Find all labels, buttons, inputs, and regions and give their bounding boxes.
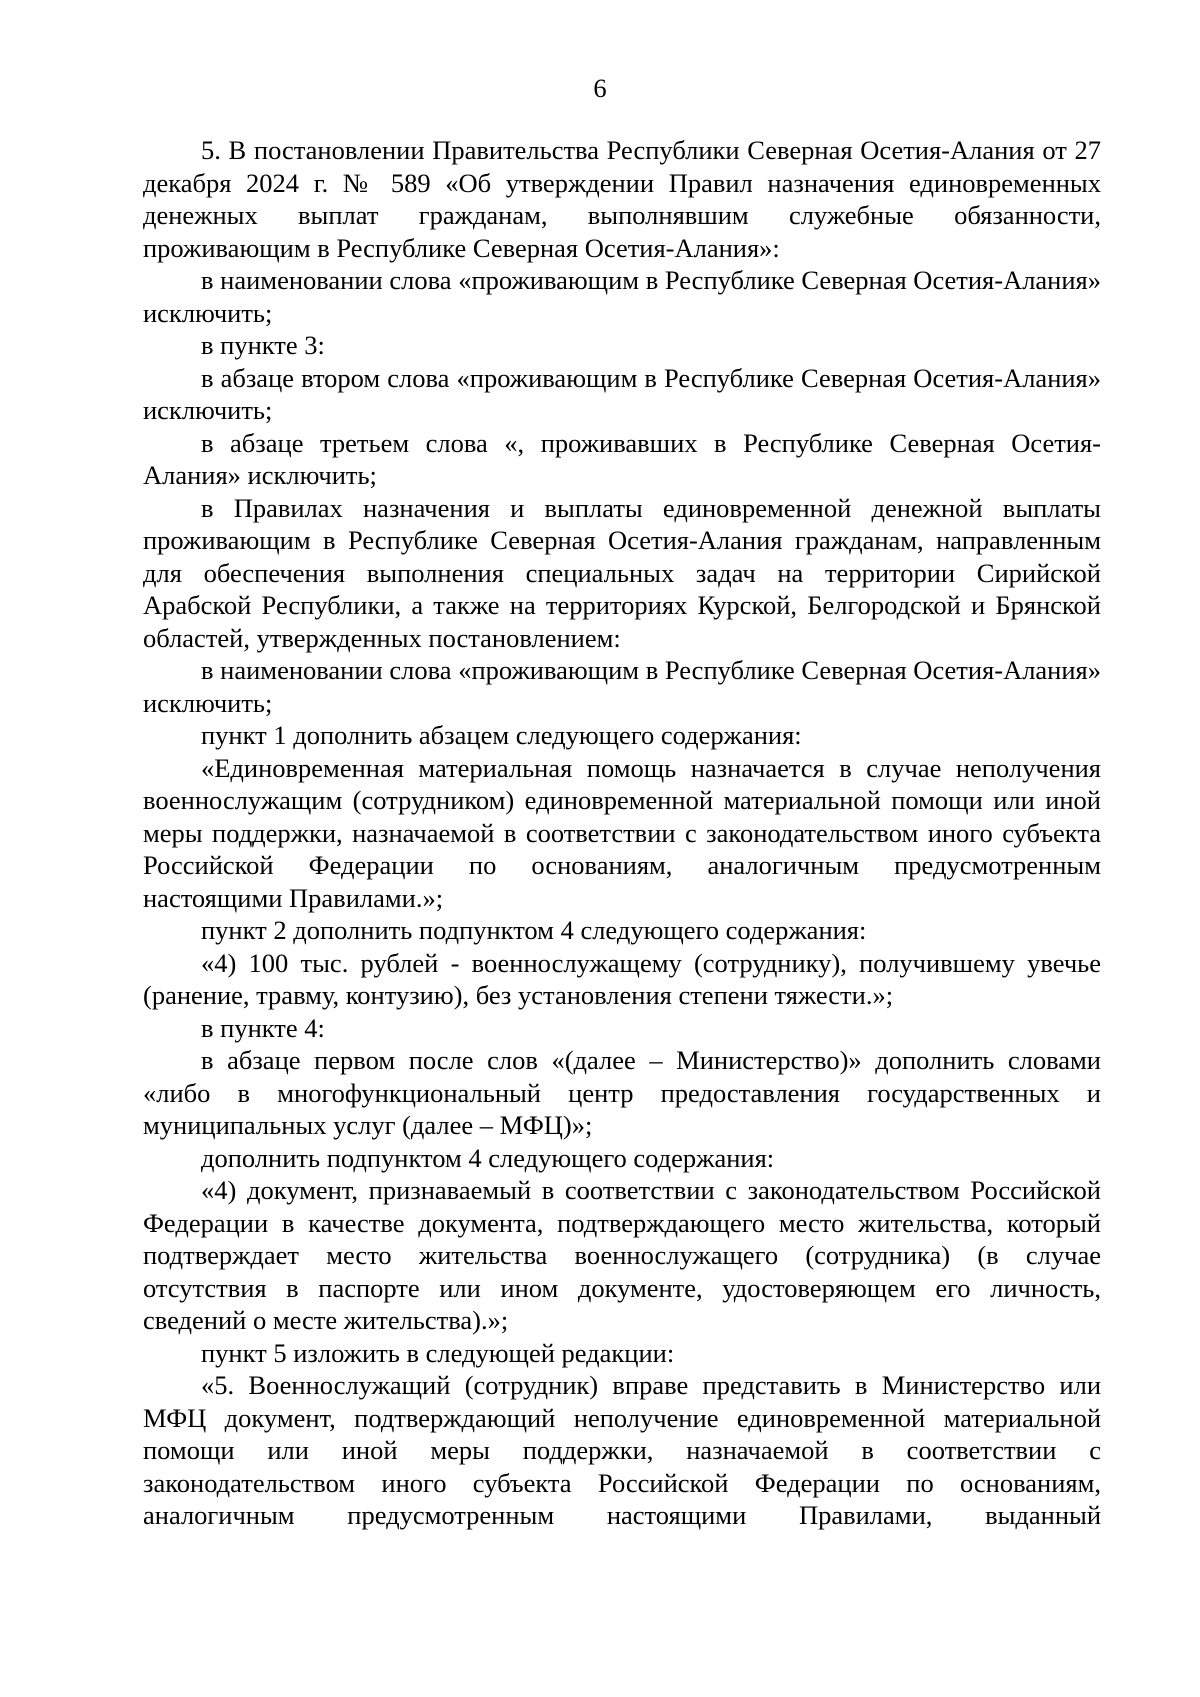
paragraph: в абзаце первом после слов «(далее – Министерство)» дополнить словами «либо в многофункциональный центр предоставления государственных и муниципальных услуг (далее – МФЦ)»; xyxy=(143,1045,1101,1140)
paragraph: в пункте 3: xyxy=(201,330,325,360)
paragraph: «4) документ, признаваемый в соответствии с законодательством Российской Федерации в качестве документа, подтверждающего место жительства, который подтверждает место жительства военнослужащего (сотрудника) (в случае отсутствия в паспорте или ином документе, удостоверяющем его личность, сведений о месте жительства).»; xyxy=(143,1175,1101,1335)
paragraph: «Единовременная материальная помощь назначается в случае неполучения военнослужащим (сотрудником) единовременной материальной помощи или иной меры поддержки, назначаемой в соответствии с законодательством иного субъекта Российской Федерации по основаниям, аналогичным предусмотренным настоящими Правилами.»; xyxy=(143,752,1101,913)
paragraph: пункт 1 дополнить абзацем следующего содержания: xyxy=(201,720,802,750)
paragraph: «4) 100 тыс. рублей - военнослужащему (сотруднику), получившему увечье (ранение, травму, контузию), без установления степени тяжести.»; xyxy=(143,947,1101,1010)
page-number: 6 xyxy=(593,73,607,103)
paragraph: в наименовании слова «проживающим в Республике Северная Осетия-Алания» исключить; xyxy=(143,655,1101,718)
paragraph: в пункте 4: xyxy=(201,1012,325,1043)
paragraph: в Правилах назначения и выплаты единовременной денежной выплаты проживающим в Республике Северная Осетия-Алания гражданам, направленным для обеспечения выполнения специальных задач на территории Сирийской Арабской Республики, а также на территориях Курской, Белгородской и Брянской областей, утвержденных постановлением: xyxy=(143,492,1101,653)
paragraph: пункт 5 изложить в следующей редакции: xyxy=(201,1337,675,1368)
paragraph: в абзаце третьем слова «, проживавших в Республике Северная Осетия-Алания» исключить; xyxy=(143,427,1101,490)
paragraph: в абзаце втором слова «проживающим в Республике Северная Осетия-Алания» исключить; xyxy=(143,362,1101,425)
paragraph: в наименовании слова «проживающим в Республике Северная Осетия-Алания» исключить; xyxy=(143,265,1101,328)
paragraph: 5. В постановлении Правительства Республики Северная Осетия-Алания от 27 декабря 2024 г. № 589 «Об утверждении Правил назначения единовременных денежных выплат гражданам, выполнявшим служебные обязанности, проживающим в Республике Северная Осетия-Алания»: xyxy=(143,135,1101,263)
paragraph: дополнить подпунктом 4 следующего содержания: xyxy=(201,1142,775,1173)
paragraph: «5. Военнослужащий (сотрудник) вправе представить в Министерство или МФЦ документ, подтверждающий неполучение единовременной материальной помощи или иной меры поддержки, назначаемой в соответствии с законодательством иного субъекта Российской Федерации по основаниям, аналогичным предусмотренным настоящими Правилами, выданный xyxy=(143,1370,1101,1530)
paragraph: пункт 2 дополнить подпунктом 4 следующего содержания: xyxy=(201,915,867,945)
document-body xyxy=(143,134,1101,1532)
